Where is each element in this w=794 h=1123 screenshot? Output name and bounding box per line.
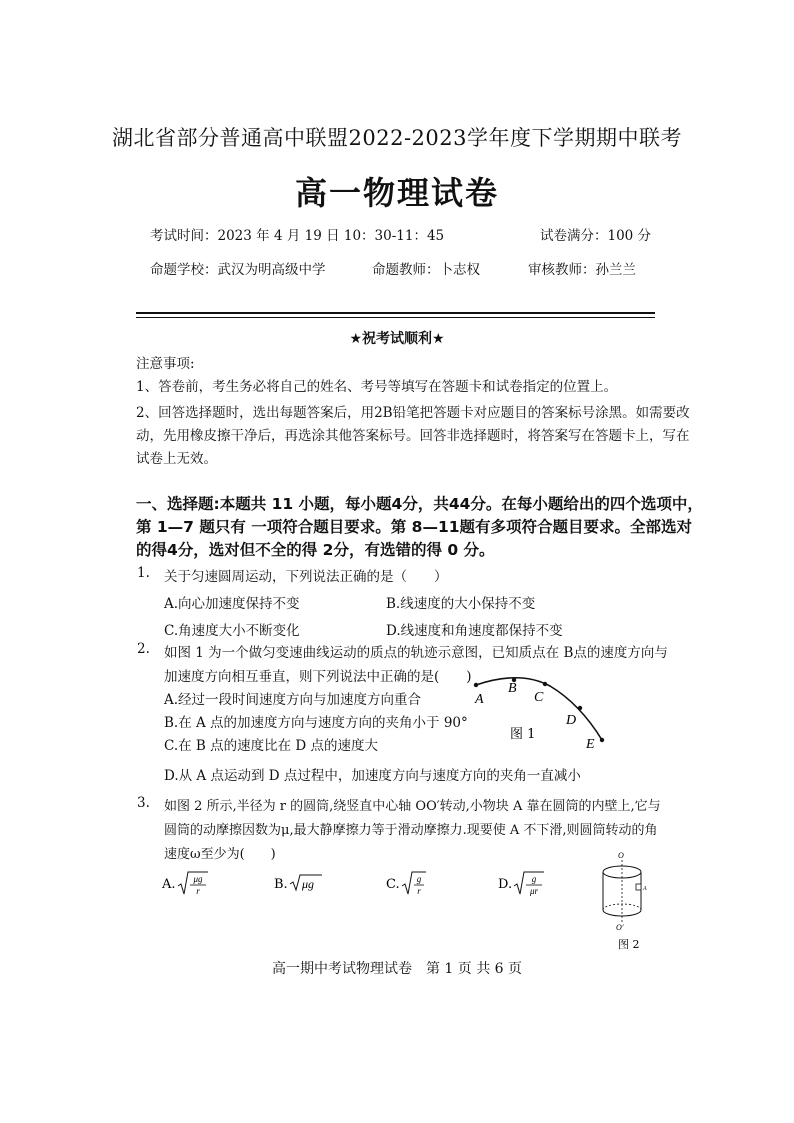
q3-option-a-denominator: r [196, 886, 200, 896]
q2-option-d: D.从 A 点运动到 D 点过程中，加速度方向与速度方向的夹角一直减小 [164, 768, 581, 784]
point-d-label: D [566, 713, 577, 728]
q2-stem-line-2: 加速度方向相互垂直，则下列说法中正确的是( ) [164, 669, 472, 685]
exam-time: 考试时间：2023 年 4 月 19 日 10：30-11：45 [150, 228, 445, 244]
figure-1-trajectory [460, 672, 620, 754]
blessing-line: ★祝考试顺利★ [349, 331, 445, 347]
q2-number: 2. [137, 641, 150, 657]
q3-option-b [272, 868, 332, 902]
setting-school: 命题学校：武汉为明高级中学 [150, 262, 326, 278]
point-b-label: B [508, 681, 517, 696]
q1-number: 1. [137, 565, 150, 581]
q3-option-b-label: B. [274, 877, 288, 892]
q3-option-c [384, 868, 444, 902]
point-c-dot [543, 682, 547, 686]
q3-option-d-numerator: g [531, 874, 537, 884]
q3-stem-line-2: 圆筒的动摩擦因数为μ,最大静摩擦力等于滑动摩擦力.现要使 A 不下滑,则圆筒转动的角 [164, 823, 658, 838]
point-e-label: E [586, 737, 595, 752]
exam-series-title: 湖北省部分普通高中联盟2022-2023学年度下学期期中联考 [112, 126, 682, 150]
notes-item-2-line-1: 2、回答选择题时，选出每题答案后，用2B铅笔把答题卡对应题目的答案标号涂黑。如需要改 [136, 405, 690, 421]
setter-teacher: 命题教师：卜志权 [372, 262, 480, 278]
reviewer-teacher: 审核教师：孙兰兰 [528, 262, 636, 278]
notes-item-2-line-2: 动，先用橡皮擦干净后，再选涂其他答案标号。回答非选择题时，将答案写在答题卡上，写在 [136, 428, 690, 444]
page-footer: 高一期中考试物理试卷 第 1 页 共 6 页 [271, 961, 523, 977]
q3-option-d [496, 868, 556, 902]
q1-option-c: C.角速度大小不断变化 [164, 623, 300, 639]
block-a [636, 884, 641, 890]
header-divider-thick [136, 312, 655, 314]
q2-option-a: A.经过一段时间速度方向与加速度方向重合 [164, 692, 422, 708]
section-1-instruction-line-1: 一、选择题:本题共 11 小题，每小题4分，共44分。在每小题给出的四个选项中， [136, 495, 703, 513]
section-1-instruction-line-2: 第 1—7 题只有 一项符合题目要求。第 8—11题有多项符合题目要求。全部选对 [136, 518, 693, 536]
notes-item-2-line-3: 试卷上无效。 [136, 451, 217, 467]
point-d-dot [578, 706, 582, 710]
notes-item-1: 1、答卷前，考生务必将自己的姓名、考号等填写在答题卡和试卷指定的位置上。 [136, 379, 618, 395]
figure-1-caption: 图 1 [510, 727, 536, 742]
figure-2-caption: 图 2 [618, 938, 640, 951]
q2-option-b: B.在 A 点的加速度方向与速度方向的夹角小于 90° [164, 715, 468, 731]
q3-option-d-label: D. [498, 877, 513, 892]
q3-stem-line-1: 如图 2 所示,半径为 r 的圆筒,绕竖直中心轴 OO′转动,小物块 A 靠在圆筒的内壁上,它与 [164, 799, 661, 814]
q3-option-c-label: C. [386, 877, 400, 892]
full-score: 试卷满分：100 分 [540, 228, 652, 244]
block-a-label: A [643, 886, 647, 892]
q1-stem: 关于匀速圆周运动，下列说法正确的是（ ） [164, 569, 448, 585]
q1-option-a: A.向心加速度保持不变 [164, 596, 300, 612]
q3-option-a [160, 868, 220, 902]
q3-option-a-label: A. [162, 877, 176, 892]
notes-heading: 注意事项: [136, 356, 195, 372]
q2-stem-line-1: 如图 1 为一个做匀变速曲线运动的质点的轨迹示意图，已知质点在 B点的速度方向与 [164, 645, 668, 661]
q3-option-c-numerator: g [416, 874, 422, 884]
point-c-label: C [534, 690, 544, 705]
point-a-label: A [475, 692, 484, 707]
q2-option-c: C.在 B 点的速度比在 D 点的速度大 [164, 738, 379, 754]
q3-option-c-denominator: r [417, 886, 421, 896]
q1-option-d: D.线速度和角速度都保持不变 [386, 623, 563, 639]
axis-top-label: O [618, 851, 624, 860]
q1-option-b: B.线速度的大小保持不变 [386, 596, 536, 612]
paper-subject-title: 高一物理试卷 [294, 174, 499, 212]
figure-2-cylinder [592, 848, 662, 952]
q3-option-d-denominator: μr [529, 886, 539, 896]
point-a-dot [474, 683, 478, 687]
section-1-instruction-line-3: 的得4分，选对但不全的得 2分，有选错的得 0 分。 [136, 541, 495, 559]
q3-stem-line-3: 速度ω至少为( ) [164, 847, 276, 862]
point-e-dot [600, 738, 604, 742]
q3-number: 3. [137, 795, 150, 811]
q3-option-a-numerator: μg [193, 874, 203, 884]
axis-bottom-label: O′ [616, 923, 624, 932]
q3-option-b-expr: μg [302, 877, 315, 891]
header-divider-thin [136, 317, 655, 318]
trajectory-curve [476, 678, 602, 740]
